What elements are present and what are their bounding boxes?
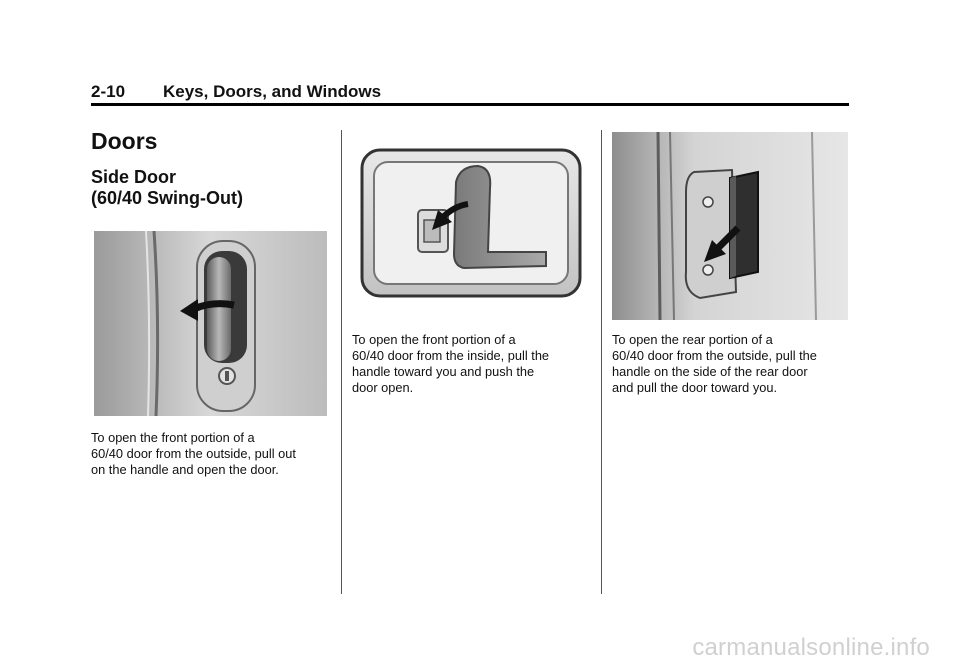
caption-left-line3: on the handle and open the door.: [91, 462, 279, 477]
section-title: Keys, Doors, and Windows: [163, 82, 382, 101]
caption-middle-line2: 60/40 door from the inside, pull the: [352, 348, 550, 363]
caption-right-line3: handle on the side of the rear door: [612, 364, 808, 379]
heading-side-door-line1: Side Door: [91, 167, 177, 187]
header-rule: [91, 103, 849, 106]
caption-left-line2: 60/40 door from the outside, pull out: [91, 446, 296, 461]
caption-right: [612, 332, 817, 396]
page-header: [91, 82, 849, 104]
door-handle-interior-illustration: [360, 148, 584, 300]
column-divider-1: [341, 130, 342, 594]
caption-right-line4: and pull the door toward you.: [612, 380, 778, 395]
caption-right-line2: 60/40 door from the outside, pull the: [612, 348, 817, 363]
caption-middle: [352, 332, 549, 396]
caption-middle-line1: To open the front portion of a: [352, 332, 516, 347]
page-number: 2-10: [91, 82, 126, 101]
caption-middle-line4: door open.: [352, 380, 414, 395]
heading-side-door-line2: (60/40 Swing-Out): [91, 188, 244, 208]
heading-doors: Doors: [91, 128, 158, 154]
door-handle-rear-illustration: [612, 132, 848, 320]
caption-right-line1: To open the rear portion of a: [612, 332, 773, 347]
watermark: carmanualsonline.info: [692, 634, 930, 661]
column-divider-2: [601, 130, 602, 594]
caption-left: [91, 430, 296, 478]
heading-side-door: [91, 167, 243, 209]
caption-middle-line3: handle toward you and push the: [352, 364, 535, 379]
door-handle-exterior-illustration: [94, 231, 327, 416]
caption-left-line1: To open the front portion of a: [91, 430, 255, 445]
